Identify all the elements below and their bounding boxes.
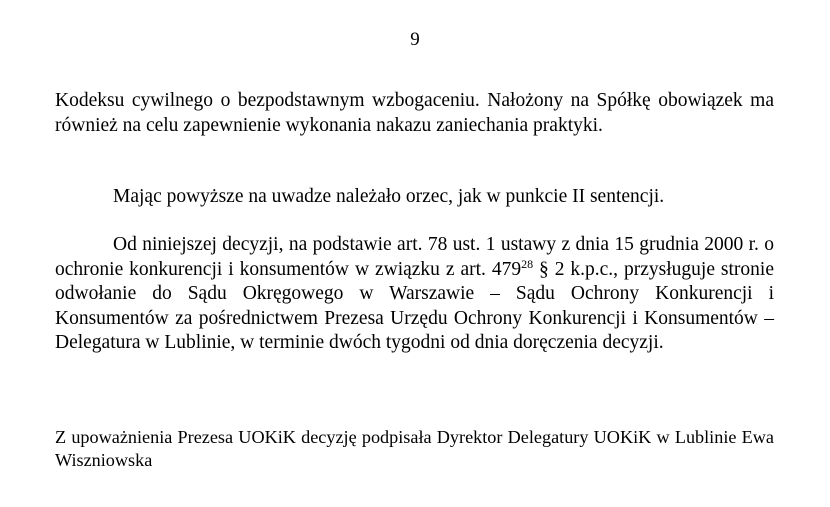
paragraph-ruling-point-ii: Mając powyższe na uwadze należało orzec, jak w punkcie II sentencji. <box>113 186 665 207</box>
page-number: 9 <box>410 29 420 50</box>
signature-authorization: Z upoważnienia Prezesa UOKiK decyzję podpisała Dyrektor Delegatury UOKiK w Lublinie Ewa Wiszniowska <box>55 427 774 470</box>
appeal-text-end: § 2 k.p.c., przysługuje stronie odwołanie do Sądu Okręgowego w Warszawie – Sądu Ochrony Konkurencji i Konsumentów za pośrednictwem Prezesa Urzędu Ochrony Konkurencji i Konsumentów – Delegatura w Lublinie, w terminie dwóch tygodni od dnia doręczenia decyzji. <box>55 258 774 353</box>
appeal-text-start: Od niniejszej decyzji, na podstawie art. 78 ust. 1 ustawy z dnia 15 grudnia 2000 r. o ochronie konkurencji i konsumentów w związku z art. 479 <box>55 234 774 280</box>
article-superscript: 28 <box>521 256 534 271</box>
paragraph-appeal-instructions <box>55 233 774 356</box>
paragraph-unjust-enrichment: Kodeksu cywilnego o bezpodstawnym wzbogaceniu. Nałożony na Spółkę obowiązek ma również na celu zapewnienie wykonania nakazu zaniechania praktyki. <box>55 90 774 136</box>
